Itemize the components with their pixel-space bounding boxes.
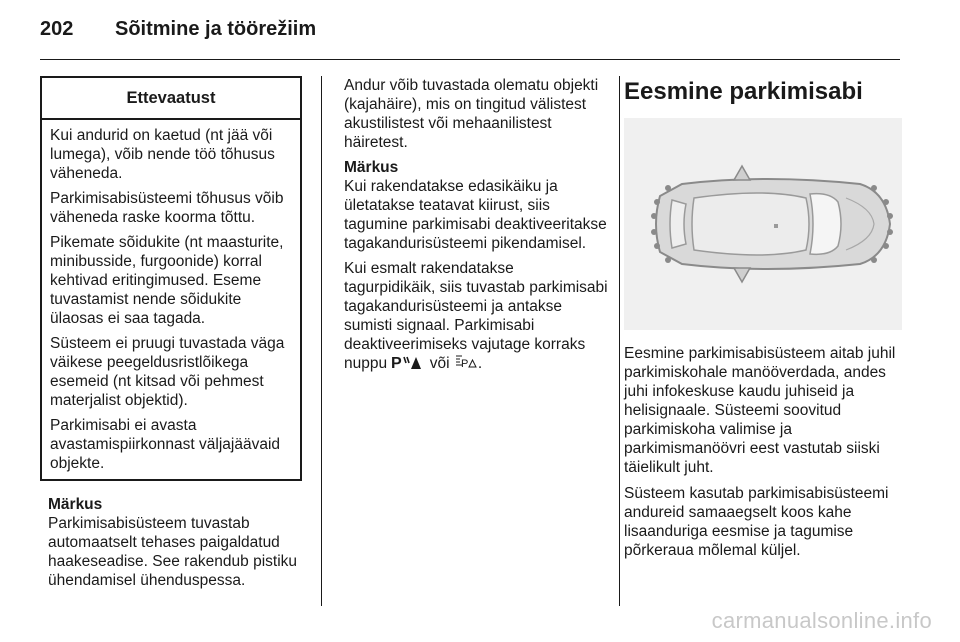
svg-text:P: P: [391, 355, 403, 370]
note-hitch: [40, 495, 302, 590]
or-text: või: [429, 355, 450, 372]
column-right: [624, 76, 902, 567]
svg-text:P: P: [460, 358, 469, 370]
echo-paragraph: Andur võib tuvastada olematu objekti (kajahäire), mis on tingitud välistest akustilistest või mehaanilistest häiretest.: [344, 77, 599, 151]
caution-paragraph-5: Parkimisabi ei avasta avastamispiirkonnast väljajäävaid objekte.: [50, 417, 281, 472]
front-assist-paragraph-2: Süsteem kasutab parkimisabisüsteemi andureid samaaegselt koos kahe lisaanduriga eesmise ja tagumise põrkeraua mõlemal küljel.: [624, 485, 889, 559]
column-middle: [344, 76, 608, 381]
caution-box: [40, 76, 302, 481]
sentence-end: .: [477, 355, 483, 372]
caution-title: Ettevaatust: [42, 78, 300, 120]
column-left: [40, 76, 302, 590]
note-title-2: Märkus: [344, 159, 399, 176]
footer-watermark: carmanualsonline.info: [711, 608, 932, 633]
caution-paragraph-3: Pikemate sõidukite (nt maasturite, minibusside, furgoonide) korral kehtivad eritingimused. Eseme tuvastamist nende sõidukite ülaosas ei saa tagada.: [50, 234, 284, 327]
caution-paragraph-1: Kui andurid on kaetud (nt jää või lumega), võib nende töö tõhusus väheneda.: [50, 127, 275, 182]
caution-paragraph-2: Parkimisabisüsteemi tõhusus võib väheneda raske koorma tõttu.: [50, 190, 284, 226]
chapter-title: Sõitmine ja töörežiim: [115, 18, 317, 40]
note-text: Parkimisabisüsteem tuvastab automaatselt tehases paigaldatud haakeseadise. See rakendub pistiku ühendamisel ühenduspessa.: [48, 515, 298, 589]
column-divider-1: [321, 76, 322, 606]
park-assist-button-icon: [391, 354, 425, 375]
page-header: [40, 18, 316, 50]
front-assist-paragraph-1: Eesmine parkimisabisüsteem aitab juhil parkimiskohale manööverdada, andes juhi infokeskuse kaudu juhiseid ja helisignaale. Süsteemi soovitud parkimiskoha valimise ja parkimismanöövri eest vastutab siiski täielikult juht.: [624, 345, 896, 476]
car-top-view-figure: [624, 118, 902, 330]
section-title: Eesmine parkimisabi: [624, 78, 863, 105]
car-top-view-icon: [624, 118, 902, 330]
park-sensor-button-icon: [454, 354, 478, 375]
reverse-gear-text: Kui esmalt rakendatakse tagurpidikäik, siis tuvastab parkimisabi tagakandurisüsteemi ja antakse sumisti signaal. Parkimisabi deaktiveerimiseks vajutage korraks nuppu: [344, 260, 608, 372]
caution-paragraph-4: Süsteem ei pruugi tuvastada väga väikese peegeldusristlõikega esemeid (nt kitsad või pehmest materjalist objektid).: [50, 335, 285, 409]
page-number: 202: [40, 18, 74, 40]
column-divider-2: [619, 76, 620, 606]
note-title: Märkus: [48, 496, 103, 513]
note-text-2: Kui rakendatakse edasikäiku ja ületatakse teatavat kiirust, siis tagumine parkimisabi deaktiveeritakse tagakandurisüsteemi pikendamisel.: [344, 178, 607, 252]
caution-body: [42, 120, 300, 479]
header-rule: [40, 59, 900, 60]
reverse-gear-paragraph: [344, 259, 608, 375]
